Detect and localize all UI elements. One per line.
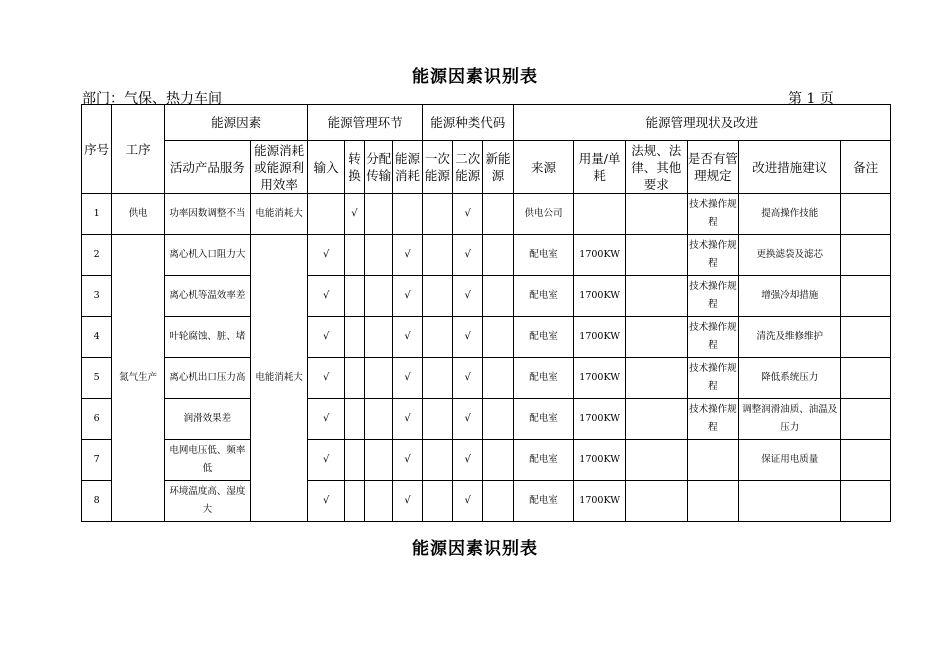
row-has-rules: 技术操作规程 <box>687 317 739 358</box>
row-secondary: √ <box>453 317 483 358</box>
row-distribute <box>365 399 393 440</box>
row-source: 配电室 <box>513 481 574 522</box>
row-distribute <box>365 235 393 276</box>
row-activity: 离心机出口压力高 <box>164 358 250 399</box>
row-new-energy <box>483 399 513 440</box>
row-remarks <box>841 440 891 481</box>
row-consumption: 电能消耗大 <box>250 194 308 235</box>
row-secondary: √ <box>453 235 483 276</box>
row-energy-consume: √ <box>393 317 422 358</box>
row-has-rules <box>687 481 739 522</box>
row-has-rules: 技术操作规程 <box>687 358 739 399</box>
row-energy-consume: √ <box>393 481 422 522</box>
header-new-energy: 新能源 <box>483 141 513 194</box>
row-suggestion: 降低系统压力 <box>739 358 841 399</box>
header-remarks: 备注 <box>841 141 891 194</box>
document-title: 能源因素识别表 <box>412 67 538 87</box>
row-activity: 离心机入口阻力大 <box>164 235 250 276</box>
row-regulations <box>625 440 687 481</box>
row-seq: 8 <box>82 481 112 522</box>
row-input: √ <box>308 317 344 358</box>
header-seq: 序号 <box>82 105 112 194</box>
row-has-rules: 技术操作规程 <box>687 276 739 317</box>
group-consumption: 电能消耗大 <box>250 235 308 522</box>
row-usage: 1700KW <box>574 481 626 522</box>
header-usage: 用量/单耗 <box>574 141 626 194</box>
table-row <box>82 440 891 481</box>
row-activity: 电网电压低、频率低 <box>164 440 250 481</box>
row-remarks <box>841 317 891 358</box>
row-regulations <box>625 235 687 276</box>
row-usage: 1700KW <box>574 235 626 276</box>
row-convert <box>344 317 364 358</box>
table-body <box>82 194 891 522</box>
row-convert <box>344 481 364 522</box>
row-new-energy <box>483 317 513 358</box>
row-seq: 3 <box>82 276 112 317</box>
row-primary <box>422 317 452 358</box>
row-remarks <box>841 481 891 522</box>
row-seq: 1 <box>82 194 112 235</box>
row-usage: 1700KW <box>574 358 626 399</box>
row-seq: 4 <box>82 317 112 358</box>
row-distribute <box>365 194 393 235</box>
row-new-energy <box>483 358 513 399</box>
row-energy-consume: √ <box>393 399 422 440</box>
row-distribute <box>365 317 393 358</box>
row-activity: 环境温度高、湿度大 <box>164 481 250 522</box>
row-energy-consume: √ <box>393 358 422 399</box>
header-energy-consume: 能源消耗 <box>393 141 422 194</box>
row-convert: √ <box>344 194 364 235</box>
row-seq: 5 <box>82 358 112 399</box>
header-activity: 活动产品服务 <box>164 141 250 194</box>
row-convert <box>344 440 364 481</box>
header-primary: 一次能源 <box>422 141 452 194</box>
row-suggestion: 清洗及维修维护 <box>739 317 841 358</box>
row-source: 配电室 <box>513 235 574 276</box>
row-input: √ <box>308 440 344 481</box>
row-usage: 1700KW <box>574 276 626 317</box>
row-remarks <box>841 194 891 235</box>
row-convert <box>344 358 364 399</box>
row-new-energy <box>483 440 513 481</box>
header-secondary: 二次能源 <box>453 141 483 194</box>
row-suggestion: 调整润滑油质、油温及压力 <box>739 399 841 440</box>
row-remarks <box>841 358 891 399</box>
header-has-rules: 是否有管理规定 <box>687 141 739 194</box>
row-input: √ <box>308 276 344 317</box>
row-seq: 2 <box>82 235 112 276</box>
row-primary <box>422 276 452 317</box>
table-row <box>82 399 891 440</box>
row-secondary: √ <box>453 194 483 235</box>
header-energy-type-code: 能源种类代码 <box>422 105 513 141</box>
row-source: 配电室 <box>513 358 574 399</box>
row-process: 供电 <box>112 194 165 235</box>
row-has-rules: 技术操作规程 <box>687 235 739 276</box>
row-has-rules: 技术操作规程 <box>687 194 739 235</box>
row-primary <box>422 358 452 399</box>
table-row <box>82 481 891 522</box>
header-process: 工序 <box>112 105 165 194</box>
row-new-energy <box>483 235 513 276</box>
row-primary <box>422 235 452 276</box>
row-usage: 1700KW <box>574 317 626 358</box>
row-energy-consume: √ <box>393 440 422 481</box>
row-distribute <box>365 276 393 317</box>
row-new-energy <box>483 276 513 317</box>
row-suggestion: 增强冷却措施 <box>739 276 841 317</box>
row-new-energy <box>483 194 513 235</box>
row-suggestion: 保证用电质量 <box>739 440 841 481</box>
row-usage <box>574 194 626 235</box>
row-distribute <box>365 358 393 399</box>
row-usage: 1700KW <box>574 399 626 440</box>
row-has-rules <box>687 440 739 481</box>
row-distribute <box>365 481 393 522</box>
row-suggestion: 更换滤袋及滤芯 <box>739 235 841 276</box>
header-convert: 转换 <box>344 141 364 194</box>
row-suggestion <box>739 481 841 522</box>
row-primary <box>422 481 452 522</box>
document-title-repeat: 能源因素识别表 <box>412 539 538 559</box>
row-primary <box>422 440 452 481</box>
row-suggestion: 提高操作技能 <box>739 194 841 235</box>
row-source: 配电室 <box>513 440 574 481</box>
row-input: √ <box>308 235 344 276</box>
row-source: 配电室 <box>513 276 574 317</box>
header-distribute: 分配传输 <box>365 141 393 194</box>
row-source: 配电室 <box>513 399 574 440</box>
row-seq: 6 <box>82 399 112 440</box>
header-management-link: 能源管理环节 <box>308 105 422 141</box>
table-row <box>82 194 891 235</box>
row-remarks <box>841 399 891 440</box>
row-seq: 7 <box>82 440 112 481</box>
header-status-improve: 能源管理现状及改进 <box>513 105 890 141</box>
table-row <box>82 235 891 276</box>
row-energy-consume: √ <box>393 276 422 317</box>
row-convert <box>344 399 364 440</box>
row-primary <box>422 194 452 235</box>
row-convert <box>344 276 364 317</box>
table-row <box>82 317 891 358</box>
header-energy-factor: 能源因素 <box>164 105 308 141</box>
table-row <box>82 276 891 317</box>
header-input: 输入 <box>308 141 344 194</box>
row-regulations <box>625 276 687 317</box>
group-process: 氮气生产 <box>112 235 165 522</box>
row-energy-consume: √ <box>393 235 422 276</box>
row-secondary: √ <box>453 358 483 399</box>
row-convert <box>344 235 364 276</box>
row-activity: 功率因数调整不当 <box>164 194 250 235</box>
header-source: 来源 <box>513 141 574 194</box>
row-regulations <box>625 399 687 440</box>
row-input: √ <box>308 358 344 399</box>
row-regulations <box>625 481 687 522</box>
table-header <box>82 105 891 194</box>
row-activity: 润滑效果差 <box>164 399 250 440</box>
row-secondary: √ <box>453 276 483 317</box>
table-row <box>82 358 891 399</box>
page-number: 第 1 页 <box>788 91 834 107</box>
row-remarks <box>841 276 891 317</box>
row-regulations <box>625 358 687 399</box>
row-regulations <box>625 194 687 235</box>
row-input: √ <box>308 481 344 522</box>
row-regulations <box>625 317 687 358</box>
row-secondary: √ <box>453 440 483 481</box>
row-input <box>308 194 344 235</box>
row-activity: 离心机等温效率差 <box>164 276 250 317</box>
row-source: 配电室 <box>513 317 574 358</box>
row-primary <box>422 399 452 440</box>
row-energy-consume <box>393 194 422 235</box>
row-source: 供电公司 <box>513 194 574 235</box>
row-input: √ <box>308 399 344 440</box>
row-distribute <box>365 440 393 481</box>
department-label: 部门：气保、热力车间 <box>82 91 222 107</box>
header-consumption: 能源消耗或能源利用效率 <box>250 141 308 194</box>
header-suggestion: 改进措施建议 <box>739 141 841 194</box>
row-usage: 1700KW <box>574 440 626 481</box>
row-new-energy <box>483 481 513 522</box>
header-regulations: 法规、法律、其他要求 <box>625 141 687 194</box>
row-activity: 叶轮腐蚀、脏、堵 <box>164 317 250 358</box>
row-secondary: √ <box>453 399 483 440</box>
row-has-rules: 技术操作规程 <box>687 399 739 440</box>
row-secondary: √ <box>453 481 483 522</box>
energy-factor-table <box>81 104 891 522</box>
row-remarks <box>841 235 891 276</box>
